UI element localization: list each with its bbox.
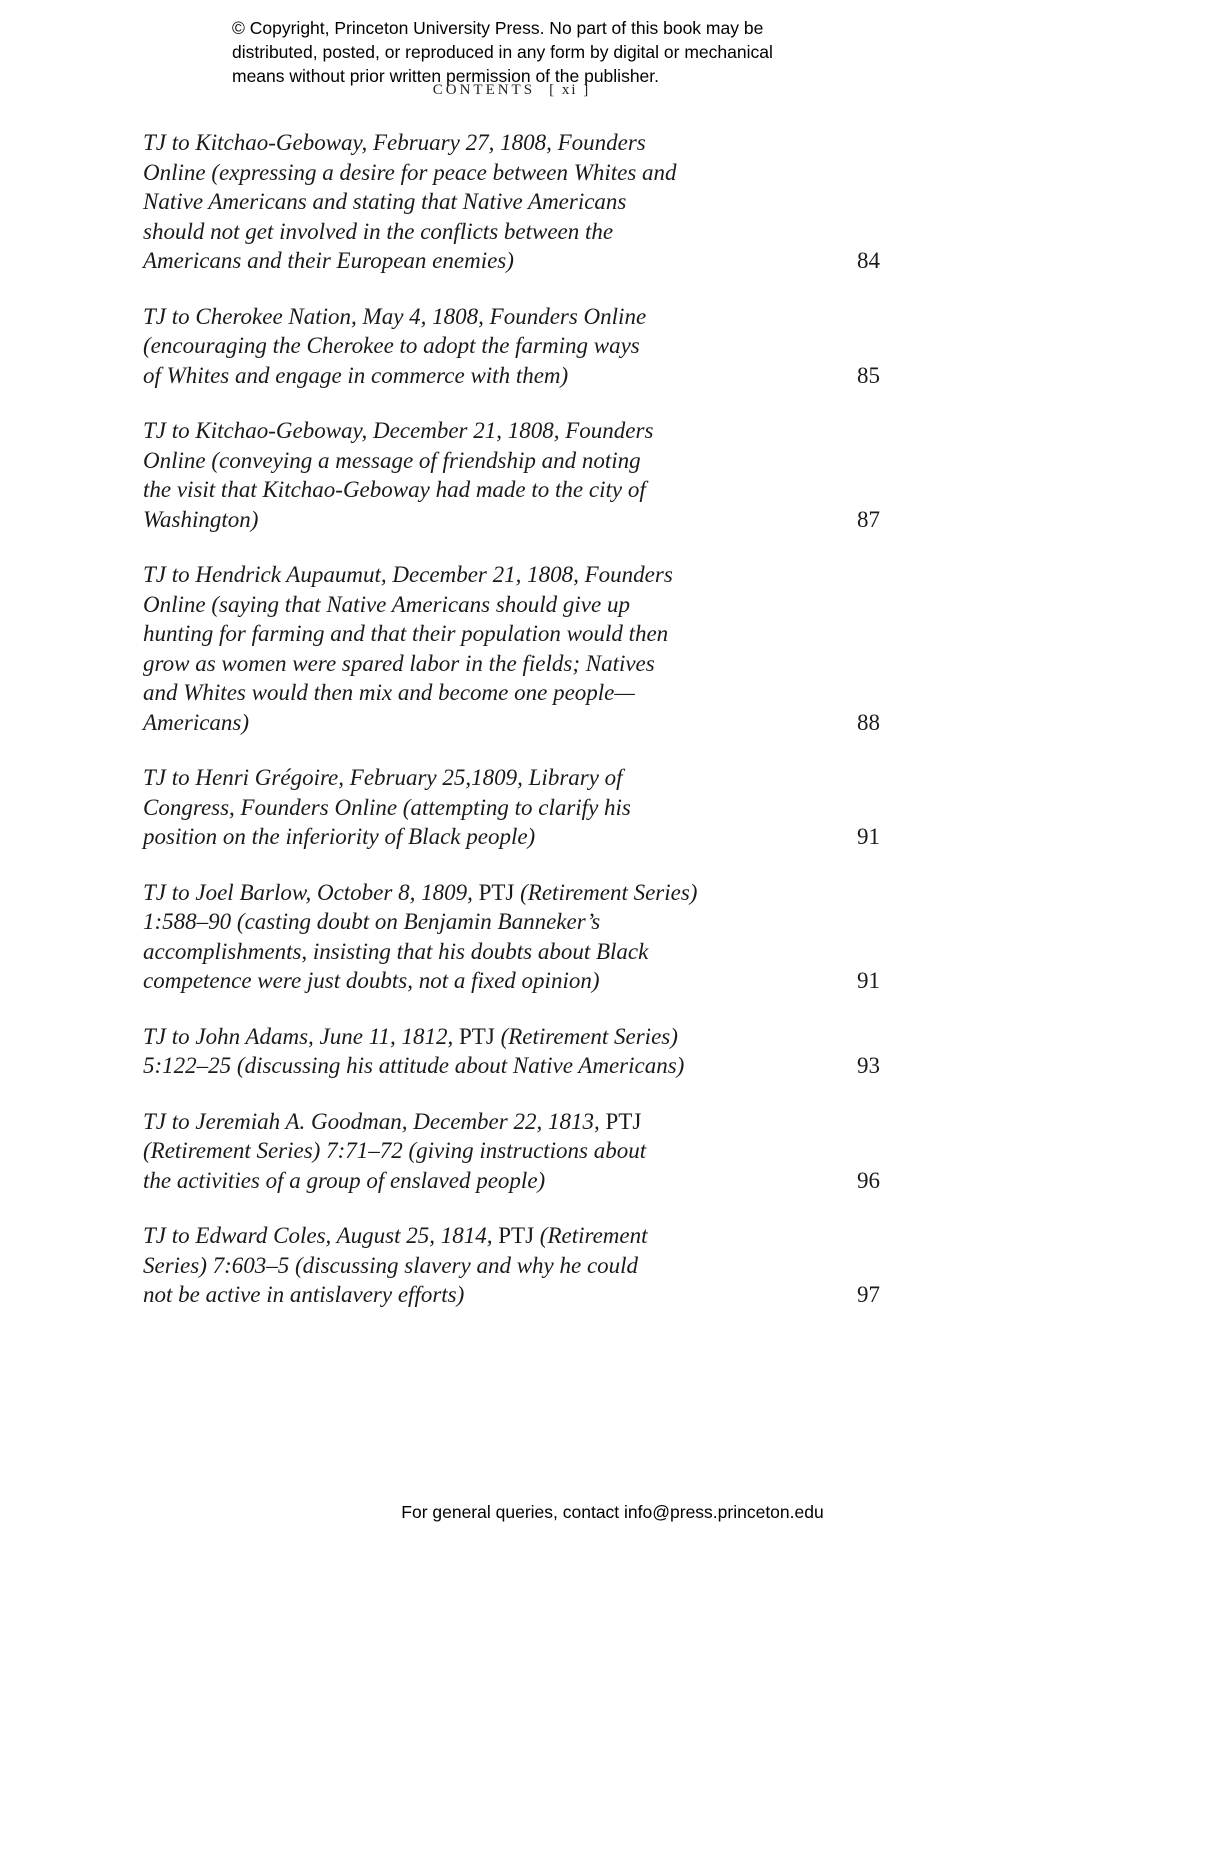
toc-entry-line: and Whites would then mix and become one people— bbox=[143, 680, 635, 705]
toc-entry-page: 93 bbox=[857, 1053, 880, 1078]
toc-entry-line: TJ to Kitchao-Geboway, February 27, 1808, Founders bbox=[143, 130, 646, 155]
toc-entry-line: of Whites and engage in commerce with them) bbox=[143, 362, 569, 388]
toc-entry-line: TJ to Kitchao-Geboway, December 21, 1808, Founders bbox=[143, 418, 654, 443]
toc-entry-page: 88 bbox=[857, 709, 880, 735]
roman-abbreviation: PTJ bbox=[459, 1023, 495, 1049]
toc-entry-page: 84 bbox=[857, 248, 880, 273]
toc-entry-page: 91 bbox=[857, 968, 880, 993]
toc-entry-line: TJ to Jeremiah A. Goodman, December 22, 1813, PTJ bbox=[143, 1108, 642, 1134]
toc-entry-page: 91 bbox=[857, 824, 880, 849]
toc-entry-line: 5:122–25 (discussing his attitude about Native Americans) bbox=[143, 1053, 685, 1078]
contents-list bbox=[143, 128, 880, 1336]
toc-entry-line: (Retirement Series) 7:71–72 (giving instructions about bbox=[143, 1138, 647, 1163]
page-folio: [ xi ] bbox=[549, 82, 591, 98]
toc-entry-line: not be active in antislavery efforts) bbox=[143, 1282, 465, 1307]
toc-entry-line: should not get involved in the conflicts between the bbox=[143, 218, 614, 244]
roman-abbreviation: PTJ bbox=[478, 879, 515, 905]
toc-entry-line: TJ to Edward Coles, August 25, 1814, PTJ (Retirement bbox=[143, 1223, 648, 1248]
running-head bbox=[143, 82, 880, 99]
toc-entry bbox=[143, 1107, 880, 1196]
toc-entry-line: hunting for farming and that their population would then bbox=[143, 621, 669, 646]
toc-entry-line: Americans) bbox=[143, 709, 250, 735]
toc-entry bbox=[143, 560, 880, 737]
toc-entry bbox=[143, 1221, 880, 1310]
roman-abbreviation: PTJ bbox=[605, 1108, 642, 1134]
copyright-notice bbox=[232, 16, 773, 88]
toc-entry-line: competence were just doubts, not a fixed opinion) bbox=[143, 968, 600, 993]
toc-entry bbox=[143, 1022, 880, 1081]
toc-entry-line: TJ to John Adams, June 11, 1812, PTJ (Retirement Series) bbox=[143, 1023, 678, 1049]
toc-entry-line: Native Americans and stating that Native Americans bbox=[143, 189, 627, 214]
toc-entry-line: Online (expressing a desire for peace between Whites and bbox=[143, 159, 677, 185]
toc-entry-line: Congress, Founders Online (attempting to clarify his bbox=[143, 794, 631, 820]
toc-entry-line: the visit that Kitchao-Geboway had made to the city of bbox=[143, 477, 646, 502]
toc-entry-line: Americans and their European enemies) bbox=[143, 248, 514, 273]
running-head-title: CONTENTS bbox=[432, 82, 536, 98]
toc-entry-line: Online (saying that Native Americans should give up bbox=[143, 591, 630, 617]
toc-entry bbox=[143, 763, 880, 852]
toc-entry bbox=[143, 416, 880, 534]
toc-entry-line: the activities of a group of enslaved people) bbox=[143, 1167, 546, 1193]
toc-entry-line: TJ to Cherokee Nation, May 4, 1808, Founders Online bbox=[143, 303, 647, 329]
toc-entry-line: Online (conveying a message of friendship and noting bbox=[143, 447, 641, 473]
queries-footer: For general queries, contact info@press.princeton.edu bbox=[401, 1502, 824, 1522]
copyright-notice-line: © Copyright, Princeton University Press. No part of this book may be bbox=[232, 18, 764, 38]
toc-entry-line: Series) 7:603–5 (discussing slavery and why he could bbox=[143, 1252, 639, 1278]
toc-entry-page: 96 bbox=[857, 1167, 880, 1193]
toc-entry bbox=[143, 878, 880, 996]
copyright-notice-line: means without prior written permission of the publisher. bbox=[232, 66, 660, 86]
toc-entry-line: 1:588–90 (casting doubt on Benjamin Banneker’s bbox=[143, 909, 601, 934]
roman-abbreviation: PTJ bbox=[498, 1223, 535, 1248]
toc-entry-line: position on the inferiority of Black people) bbox=[143, 824, 536, 849]
copyright-notice-line: distributed, posted, or reproduced in any form by digital or mechanical bbox=[232, 42, 773, 62]
toc-entry-page: 87 bbox=[857, 506, 880, 532]
toc-entry bbox=[143, 128, 880, 276]
toc-entry bbox=[143, 302, 880, 391]
toc-entry-line: Washington) bbox=[143, 506, 259, 532]
toc-entry-page: 85 bbox=[857, 362, 880, 388]
toc-entry-line: TJ to Joel Barlow, October 8, 1809, PTJ (Retirement Series) bbox=[143, 879, 698, 905]
toc-entry-page: 97 bbox=[857, 1282, 880, 1307]
toc-entry-line: TJ to Hendrick Aupaumut, December 21, 1808, Founders bbox=[143, 562, 673, 587]
toc-entry-line: (encouraging the Cherokee to adopt the farming ways bbox=[143, 333, 640, 358]
toc-entry-line: accomplishments, insisting that his doubts about Black bbox=[143, 938, 649, 964]
toc-entry-line: TJ to Henri Grégoire, February 25,1809, Library of bbox=[143, 765, 623, 790]
toc-entry-line: grow as women were spared labor in the fields; Natives bbox=[143, 650, 655, 676]
